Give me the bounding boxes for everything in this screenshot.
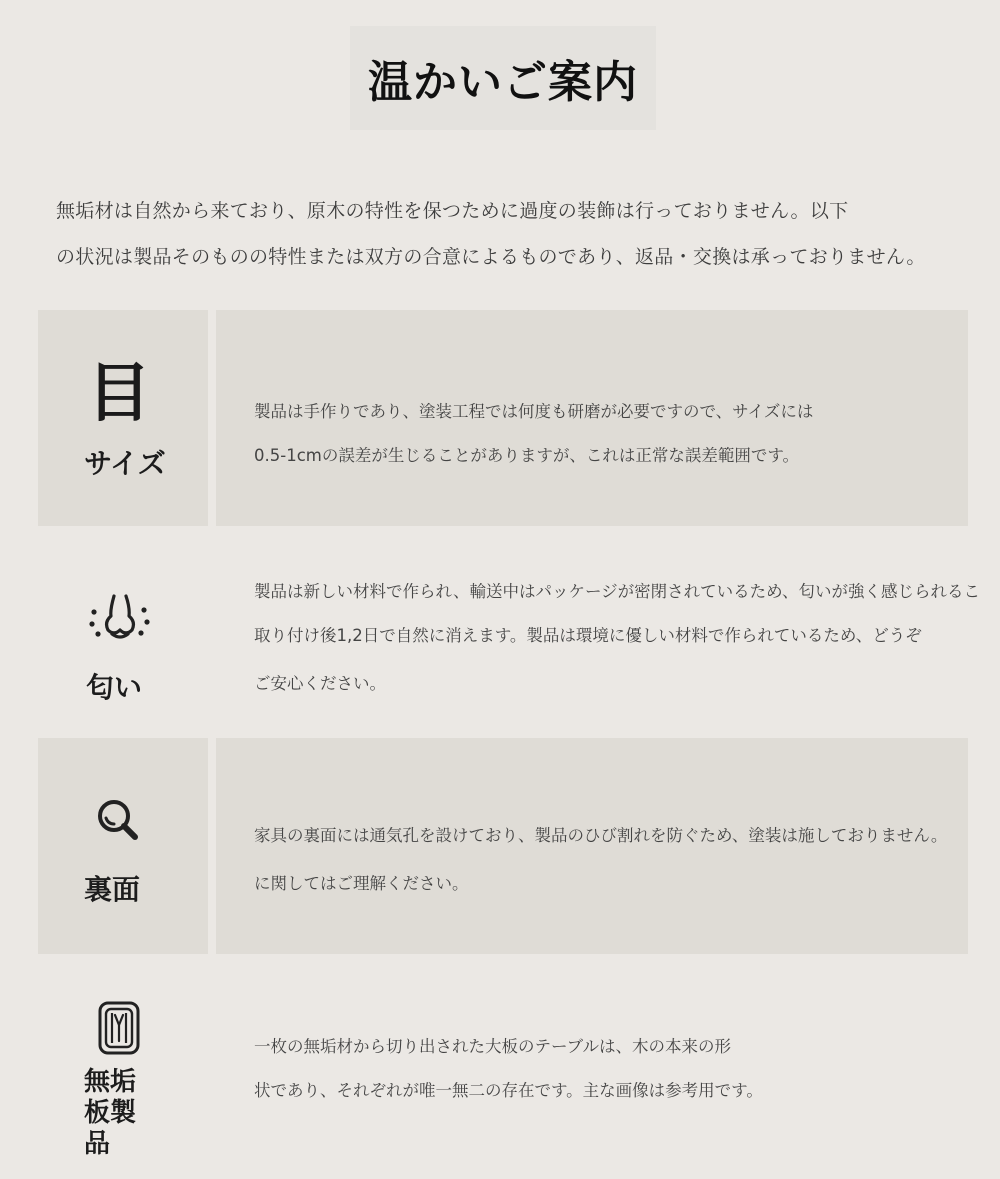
section-smell-line-1: 製品は新しい材料で作られ、輸送中はパッケージが密閉されているため、匂いが強く感じられるこ <box>254 582 980 601</box>
nose-icon <box>84 588 154 648</box>
intro-line-1: 無垢材は自然から来ており、原木の特性を保つために過度の装飾は行っておりません。以下 <box>56 200 849 222</box>
section-solid-wood-line-1: 一枚の無垢材から切り出された大板のテーブルは、木の本来の形 <box>254 1037 732 1056</box>
section-solid-wood-line-2: 状であり、それぞれが唯一無二の存在です。主な画像は参考用です。 <box>254 1081 763 1100</box>
section-smell-line-2: 取り付け後1,2日で自然に消えます。製品は環境に優しい材料で作られているため、どうぞ <box>254 626 922 645</box>
section-solid-wood-text <box>254 1025 763 1113</box>
section-solid-wood-label <box>84 1067 136 1160</box>
section-back-line-2: に関してはご理解ください。 <box>254 874 469 893</box>
eye-glyph-icon: 目 <box>87 357 151 431</box>
section-back-text <box>254 812 947 908</box>
section-solid-wood <box>38 995 968 1179</box>
section-size-label: サイズ <box>84 447 166 480</box>
magnifier-icon <box>94 796 144 846</box>
section-solid-wood-label-1: 無垢 <box>84 1067 137 1097</box>
section-size-text <box>254 390 813 478</box>
section-smell-text <box>254 570 980 710</box>
page-title: 温かいご案内 <box>368 57 638 108</box>
section-smell-label: 匂い <box>86 671 143 704</box>
section-back <box>38 738 968 954</box>
section-solid-wood-label-3: 品 <box>84 1129 111 1159</box>
intro-text <box>56 188 1000 280</box>
section-back-line-1: 家具の裏面には通気孔を設けており、製品のひび割れを防ぐため、塗装は施しておりません。 <box>254 826 948 845</box>
section-size-line-2: 0.5-1cmの誤差が生じることがありますが、これは正常な誤差範囲です。 <box>254 446 800 465</box>
section-size <box>38 310 968 526</box>
section-solid-wood-label-2: 板製 <box>84 1098 137 1128</box>
title-box <box>350 26 656 130</box>
section-smell-line-3: ご安心ください。 <box>254 674 386 693</box>
section-size-line-1: 製品は手作りであり、塗装工程では何度も研磨が必要ですので、サイズには <box>254 402 814 421</box>
wood-grain-icon <box>96 999 142 1057</box>
intro-line-2: の状況は製品そのものの特性または双方の合意によるものであり、返品・交換は承っておりません。 <box>56 246 926 268</box>
section-back-label: 裏面 <box>84 873 141 906</box>
section-back-side <box>38 738 208 954</box>
